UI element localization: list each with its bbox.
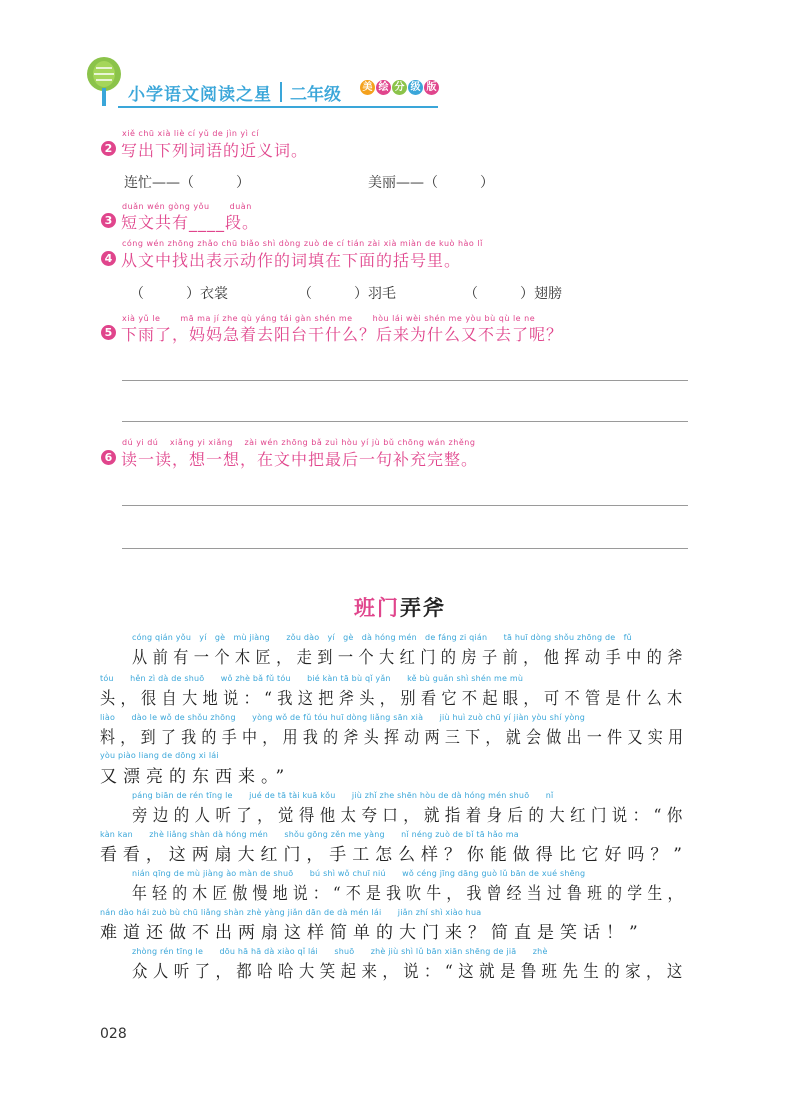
article-title-part-2: 弄斧 xyxy=(400,595,446,620)
tree-logo-icon xyxy=(84,56,124,108)
question-2-number: 2 xyxy=(101,141,116,156)
edition-char: 级 xyxy=(408,80,423,95)
question-6-text: 读一读，想一想，在文中把最后一句补充完整。 xyxy=(121,450,479,469)
article-pinyin-line: kàn kan zhè liǎng shàn dà hóng mén shǒu gōng zěn me yàng nǐ néng zuò de bǐ tā hǎo ma xyxy=(100,830,519,839)
question-4-item-1: （ ）衣裳 xyxy=(130,286,228,302)
article-text-line: 料，到了我的手中，用我的斧头挥动两三下，就会做出一件又实用 xyxy=(100,728,689,748)
article-pinyin-line: yòu piào liang de dōng xi lái xyxy=(100,751,219,760)
article-pinyin-line: tóu hěn zì dà de shuō wǒ zhè bǎ fǔ tóu bié kàn tā bù qǐ yǎn kě bù guǎn shì shén me mù xyxy=(100,674,524,683)
article-pinyin-line: cóng qián yǒu yí gè mù jiàng zǒu dào yí gè dà hóng mén de fáng zi qián tā huī dòng shǒu zhōng de fǔ xyxy=(132,633,632,642)
header-underline xyxy=(118,106,438,108)
edition-char: 分 xyxy=(392,80,407,95)
page-number: 028 xyxy=(100,1026,127,1042)
article-title xyxy=(0,592,800,622)
question-5-pinyin: xià yǔ le mā ma jí zhe qù yáng tái gàn shén me hòu lái wèi shén me yòu bù qù le ne xyxy=(122,314,536,323)
article-pinyin-line: nián qīng de mù jiàng ào màn de shuō bú shì wǒ chuī niú wǒ céng jīng dāng guò lǔ bān de xué shēng xyxy=(132,869,586,878)
article-pinyin-line: nán dào hái zuò bù chū liǎng shàn zhè yàng jiǎn dān de dà mén lái jiǎn zhí shì xiào hua xyxy=(100,908,482,917)
question-2-item-2: 美丽——（ ） xyxy=(368,175,494,191)
edition-char: 美 xyxy=(360,80,375,95)
question-3-number: 3 xyxy=(101,213,116,228)
edition-badge xyxy=(360,80,440,95)
edition-char: 绘 xyxy=(376,80,391,95)
answer-line[interactable] xyxy=(122,380,688,381)
article-pinyin-line: zhòng rén tīng le dōu hā hā dà xiào qǐ lái shuō zhè jiù shì lǔ bān xiān shēng de jiā zhè xyxy=(132,947,548,956)
question-4-text: 从文中找出表示动作的词填在下面的括号里。 xyxy=(121,251,462,270)
question-4-number: 4 xyxy=(101,251,116,266)
question-3-pinyin: duǎn wén gòng yǒu duàn xyxy=(122,202,252,211)
question-4-item-3: （ ）翅膀 xyxy=(464,286,562,302)
question-6-number: 6 xyxy=(101,450,116,465)
article-text-line: 年轻的木匠傲慢地说：“不是我吹牛，我曾经当过鲁班的学生， xyxy=(132,884,688,904)
article-title-part-1: 班门 xyxy=(354,595,400,620)
question-5-text: 下雨了，妈妈急着去阳台干什么？后来为什么又不去了呢？ xyxy=(121,325,564,344)
question-4-pinyin: cóng wén zhōng zhǎo chū biǎo shì dòng zuò de cí tián zài xià miàn de kuò hào lǐ xyxy=(122,239,483,248)
answer-line[interactable] xyxy=(122,421,688,422)
article-pinyin-line: páng biān de rén tīng le jué de tā tài kuā kǒu jiù zhǐ zhe shēn hòu de dà hóng mén shuō nǐ xyxy=(132,791,554,800)
question-2-text: 写出下列词语的近义词。 xyxy=(121,141,309,160)
article-text-line: 看看，这两扇大红门，手工怎么样？你能做得比它好吗？” xyxy=(100,845,688,865)
edition-char: 版 xyxy=(424,80,439,95)
question-2-pinyin: xiě chū xià liè cí yǔ de jìn yì cí xyxy=(122,129,260,138)
article-text-line: 从前有一个木匠，走到一个大红门的房子前，他挥动手中的斧 xyxy=(132,648,688,668)
article-text-line: 旁边的人听了，觉得他太夸口，就指着身后的大红门说：“你 xyxy=(132,806,688,826)
article-text-line: 又漂亮的东西来。” xyxy=(100,767,291,787)
question-4-item-2: （ ）羽毛 xyxy=(298,286,396,302)
question-3-text: 短文共有____段。 xyxy=(121,213,260,232)
article-text-line: 难道还做不出两扇这样简单的大门来？简直是笑话！” xyxy=(100,923,644,943)
book-title: 小学语文阅读之星 xyxy=(128,85,272,105)
header-divider xyxy=(280,82,282,102)
article-pinyin-line: liào dào le wǒ de shǒu zhōng yòng wǒ de fǔ tóu huī dòng liǎng sān xià jiù huì zuò chū yí jiàn yòu shí yòng xyxy=(100,713,586,722)
article-text-line: 头，很自大地说：“我这把斧头，别看它不起眼，可不管是什么木 xyxy=(100,689,688,709)
question-2-item-1: 连忙——（ ） xyxy=(124,175,250,191)
grade-label: 二年级 xyxy=(290,85,341,105)
article-text-line: 众人听了，都哈哈大笑起来，说：“这就是鲁班先生的家，这 xyxy=(132,962,688,982)
question-5-number: 5 xyxy=(101,325,116,340)
answer-line[interactable] xyxy=(122,505,688,506)
answer-line[interactable] xyxy=(122,548,688,549)
page-header xyxy=(84,56,464,112)
question-6-pinyin: dú yi dú xiǎng yi xiǎng zài wén zhōng bǎ zuì hòu yí jù bǔ chōng wán zhěng xyxy=(122,438,476,447)
